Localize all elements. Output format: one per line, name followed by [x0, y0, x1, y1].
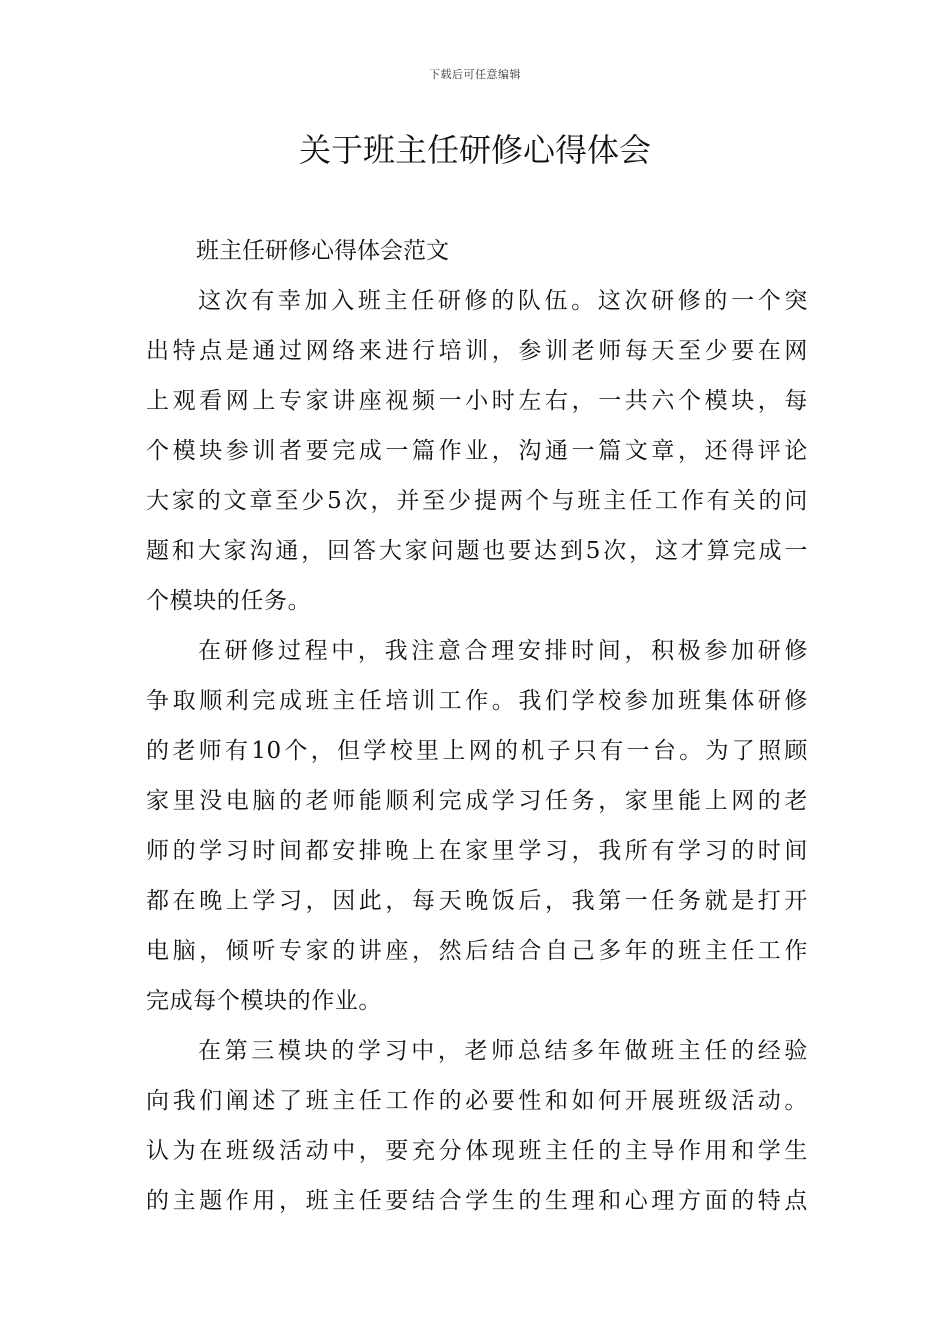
paragraph-line: 题和大家沟通，回答大家问题也要达到5次，这才算完成一: [146, 538, 808, 564]
paragraph-1: [146, 276, 808, 626]
paragraph-2: [146, 626, 808, 1026]
paragraph-line: 个模块参训者要完成一篇作业，沟通一篇文章，还得评论: [146, 438, 808, 464]
paragraph-line: 电脑，倾听专家的讲座，然后结合自己多年的班主任工作: [146, 938, 808, 964]
paragraph-line: 的老师有10个，但学校里上网的机子只有一台。为了照顾: [146, 738, 808, 764]
paragraph-line: 个模块的任务。: [146, 588, 312, 614]
header-note: 下载后可任意编辑: [429, 68, 521, 81]
document-title: 关于班主任研修心得体会: [298, 131, 651, 169]
document-subtitle: 班主任研修心得体会范文: [196, 238, 449, 264]
paragraph-line: 的主题作用，班主任要结合学生的生理和心理方面的特点: [146, 1188, 808, 1214]
paragraph-line: 在第三模块的学习中，老师总结多年做班主任的经验: [198, 1038, 808, 1064]
paragraph-line: 在研修过程中，我注意合理安排时间，积极参加研修: [198, 638, 808, 664]
paragraph-line: 都在晚上学习，因此，每天晚饭后，我第一任务就是打开: [146, 888, 808, 914]
paragraph-line: 这次有幸加入班主任研修的队伍。这次研修的一个突: [198, 288, 808, 314]
document-body: [146, 226, 808, 1226]
paragraph-line: 向我们阐述了班主任工作的必要性和如何开展班级活动。: [146, 1088, 808, 1114]
paragraph-3: [146, 1026, 808, 1226]
paragraph-line: 家里没电脑的老师能顺利完成学习任务，家里能上网的老: [146, 788, 808, 814]
paragraph-line: 师的学习时间都安排晚上在家里学习，我所有学习的时间: [146, 838, 808, 864]
paragraph-line: 出特点是通过网络来进行培训，参训老师每天至少要在网: [146, 338, 808, 364]
paragraph-line: 上观看网上专家讲座视频一小时左右，一共六个模块，每: [146, 388, 808, 414]
paragraph-line: 大家的文章至少5次，并至少提两个与班主任工作有关的问: [146, 488, 808, 514]
paragraph-line: 争取顺利完成班主任培训工作。我们学校参加班集体研修: [146, 688, 808, 714]
paragraph-line: 认为在班级活动中，要充分体现班主任的主导作用和学生: [146, 1138, 808, 1164]
paragraph-line: 完成每个模块的作业。: [146, 988, 382, 1014]
